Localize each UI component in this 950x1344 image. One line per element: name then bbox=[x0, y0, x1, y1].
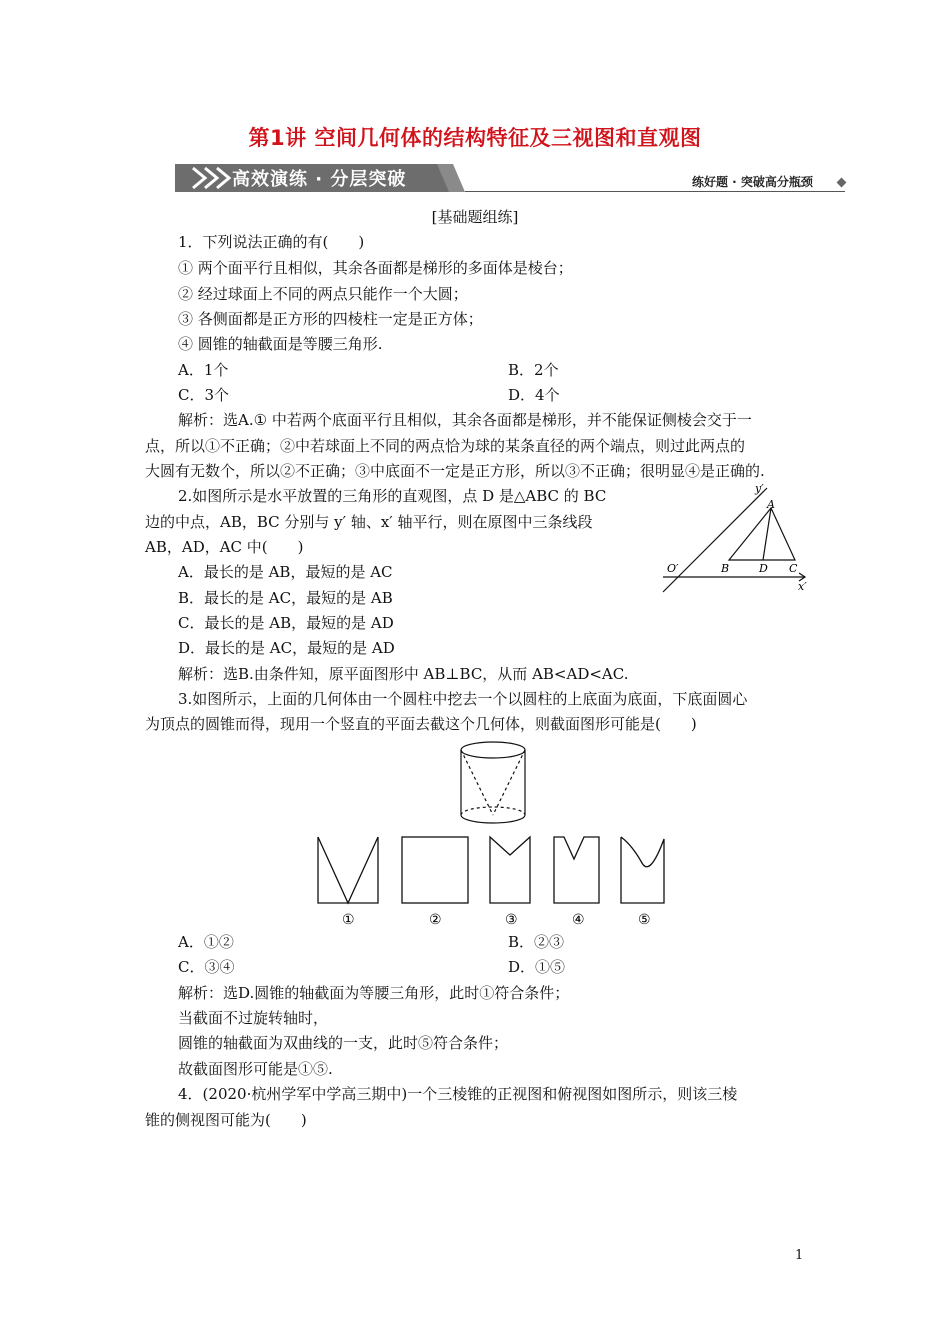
label-x: x′ bbox=[798, 580, 807, 593]
q3-option-c: C．③④ bbox=[178, 958, 235, 976]
q3-analysis: 故截面图形可能是①⑤. bbox=[178, 1060, 333, 1078]
q3-analysis: 圆锥的轴截面为双曲线的一支，此时⑤符合条件； bbox=[178, 1034, 509, 1052]
q2-stem: 边的中点，AB，BC 分别与 y′ 轴、x′ 轴平行，则在原图中三条线段 bbox=[145, 513, 593, 531]
shape-label: ③ bbox=[505, 912, 518, 928]
label-a: A bbox=[767, 498, 775, 511]
q1-option-a: A．1个 bbox=[178, 361, 229, 379]
q3-option-a: A．①② bbox=[178, 933, 234, 951]
q3-analysis: 当截面不过旋转轴时， bbox=[178, 1009, 329, 1027]
q1-item: ② 经过球面上不同的两点只能作一个大圆； bbox=[178, 285, 468, 303]
q3-stem: 为顶点的圆锥而得，现用一个竖直的平面去截这个几何体，则截面图形可能是( ) bbox=[145, 715, 697, 733]
label-o: O′ bbox=[667, 562, 679, 575]
banner-divider bbox=[465, 191, 845, 192]
banner-right-text: 练好题 · 突破高分瓶颈 bbox=[692, 175, 813, 189]
q3-option-d: D．①⑤ bbox=[508, 958, 566, 976]
shape-label: ② bbox=[429, 912, 442, 928]
q3-analysis: 解析：选D.圆锥的轴截面为等腰三角形，此时①符合条件； bbox=[178, 984, 570, 1002]
label-y: y′ bbox=[755, 482, 764, 495]
shape-label: ⑤ bbox=[638, 912, 651, 928]
shape-2 bbox=[402, 837, 468, 903]
label-c: C bbox=[789, 562, 798, 575]
shape-1-v bbox=[318, 837, 378, 903]
shape-label: ① bbox=[342, 912, 355, 928]
q3-section-options bbox=[310, 833, 680, 928]
section-heading: [基础题组练] bbox=[431, 208, 519, 226]
shape-4 bbox=[554, 837, 599, 903]
label-d: D bbox=[759, 562, 768, 575]
diamond-icon bbox=[837, 178, 847, 188]
q3-option-b: B．②③ bbox=[508, 933, 565, 951]
q1-item: ① 两个面平行且相似，其余各面都是梯形的多面体是棱台； bbox=[178, 259, 573, 277]
shape-1 bbox=[318, 837, 378, 903]
q2-option-d: D．最长的是 AC，最短的是 AD bbox=[178, 639, 395, 657]
q1-analysis: 解析：选A.① 中若两个底面平行且相似，其余各面都是梯形，并不能保证侧棱会交于一 bbox=[178, 411, 752, 429]
shape-label: ④ bbox=[572, 912, 585, 928]
shape-3 bbox=[490, 837, 530, 903]
page-number: 1 bbox=[795, 1248, 804, 1263]
q1-item: ④ 圆锥的轴截面是等腰三角形. bbox=[178, 335, 383, 353]
q4-stem: 4．(2020·杭州学军中学高三期中)一个三棱锥的正视图和俯视图如图所示，则该三棱 bbox=[178, 1085, 738, 1103]
q1-option-c: C．3个 bbox=[178, 386, 230, 404]
q2-stem: 2.如图所示是水平放置的三角形的直观图，点 D 是△ABC 的 BC bbox=[178, 487, 607, 505]
q3-stem: 3.如图所示，上面的几何体由一个圆柱中挖去一个以圆柱的上底面为底面，下底面圆心 bbox=[178, 690, 748, 708]
q2-option-b: B．最长的是 AC，最短的是 AB bbox=[178, 589, 393, 607]
q2-option-c: C．最长的是 AB，最短的是 AD bbox=[178, 614, 394, 632]
q1-option-d: D．4个 bbox=[508, 386, 560, 404]
banner-left-text: 高效演练 · 分层突破 bbox=[232, 169, 407, 190]
q1-analysis: 点，所以①不正确；②中若球面上不同的两点恰为球的某条直径的两个端点，则过此两点的 bbox=[145, 437, 746, 455]
q2-option-a: A．最长的是 AB，最短的是 AC bbox=[178, 563, 393, 581]
q1-stem: 1．下列说法正确的有( ) bbox=[178, 233, 365, 251]
q4-stem: 锥的侧视图可能为( ) bbox=[145, 1111, 307, 1129]
q1-option-b: B．2个 bbox=[508, 361, 559, 379]
q2-oblique-figure bbox=[655, 480, 815, 595]
shape-5 bbox=[621, 837, 664, 903]
q2-analysis: 解析：选B.由条件知，原平面图形中 AB⊥BC，从而 AB<AD<AC. bbox=[178, 665, 629, 683]
page-title: 第1讲 空间几何体的结构特征及三视图和直观图 bbox=[248, 126, 702, 150]
label-b: B bbox=[721, 562, 730, 575]
q1-analysis: 大圆有无数个，所以②不正确；③中底面不一定是正方形，所以③不正确；很明显④是正确的. bbox=[145, 462, 765, 480]
q3-cylinder-figure bbox=[455, 740, 535, 830]
q1-item: ③ 各侧面都是正方形的四棱柱一定是正方体； bbox=[178, 310, 483, 328]
q2-stem: AB，AD，AC 中( ) bbox=[145, 538, 304, 556]
